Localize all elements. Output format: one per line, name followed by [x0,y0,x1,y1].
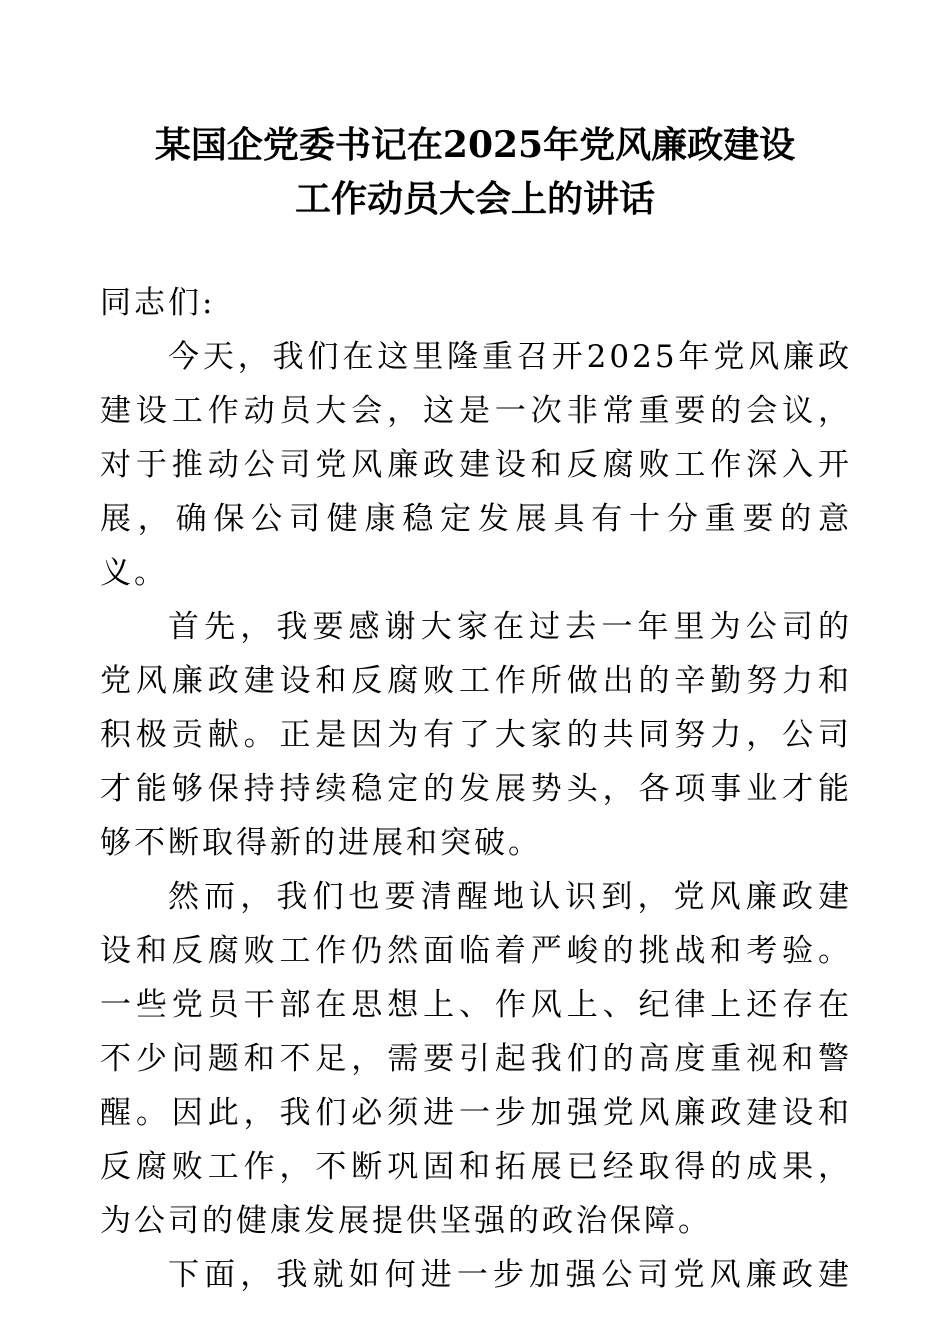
paragraph-line: 建设工作动员大会，这是一次非常重要的会议， [100,393,852,429]
paragraph-line: 反腐败工作，不断巩固和拓展已经取得的成果， [100,1149,852,1185]
paragraph-line: 对于推动公司党风廉政建设和反腐败工作深入开 [100,447,852,483]
paragraph-4 [100,1248,852,1302]
paragraph-line: 设和反腐败工作仍然面临着严峻的挑战和考验。 [100,933,852,969]
paragraph-2 [100,600,852,870]
paragraph-line: 才能够保持持续稳定的发展势头，各项事业才能 [100,771,852,807]
paragraph-line: 党风廉政建设和反腐败工作所做出的辛勤努力和 [100,663,852,699]
paragraph-line: 义。 [100,555,168,591]
paragraph-line: 首先，我要感谢大家在过去一年里为公司的 [168,609,852,645]
paragraph-line: 下面，我就如何进一步加强公司党风廉政建 [168,1257,852,1293]
document-title [60,118,890,226]
paragraph-line: 然而，我们也要清醒地认识到，党风廉政建 [168,879,852,915]
salutation: 同志们: [100,285,216,321]
paragraph-line: 够不断取得新的进展和突破。 [100,825,542,861]
title-line: 某国企党委书记在2025年党风廉政建设 [154,124,796,166]
paragraph-line: 今天，我们在这里隆重召开2025年党风廉政 [168,339,852,375]
paragraph-line: 不少问题和不足，需要引起我们的高度重视和警 [100,1041,852,1077]
paragraph-line: 一些党员干部在思想上、作风上、纪律上还存在 [100,987,852,1023]
paragraph-line: 醒。因此，我们必须进一步加强党风廉政建设和 [100,1095,852,1131]
paragraph-3 [100,870,852,1248]
paragraph-1 [100,330,852,600]
paragraph-line: 为公司的健康发展提供坚强的政治保障。 [100,1203,712,1239]
title-line: 工作动员大会上的讲话 [294,178,655,220]
document-body [100,276,852,1302]
paragraph-line: 积极贡献。正是因为有了大家的共同努力，公司 [100,717,852,753]
paragraph-line: 展，确保公司健康稳定发展具有十分重要的意 [100,501,852,537]
